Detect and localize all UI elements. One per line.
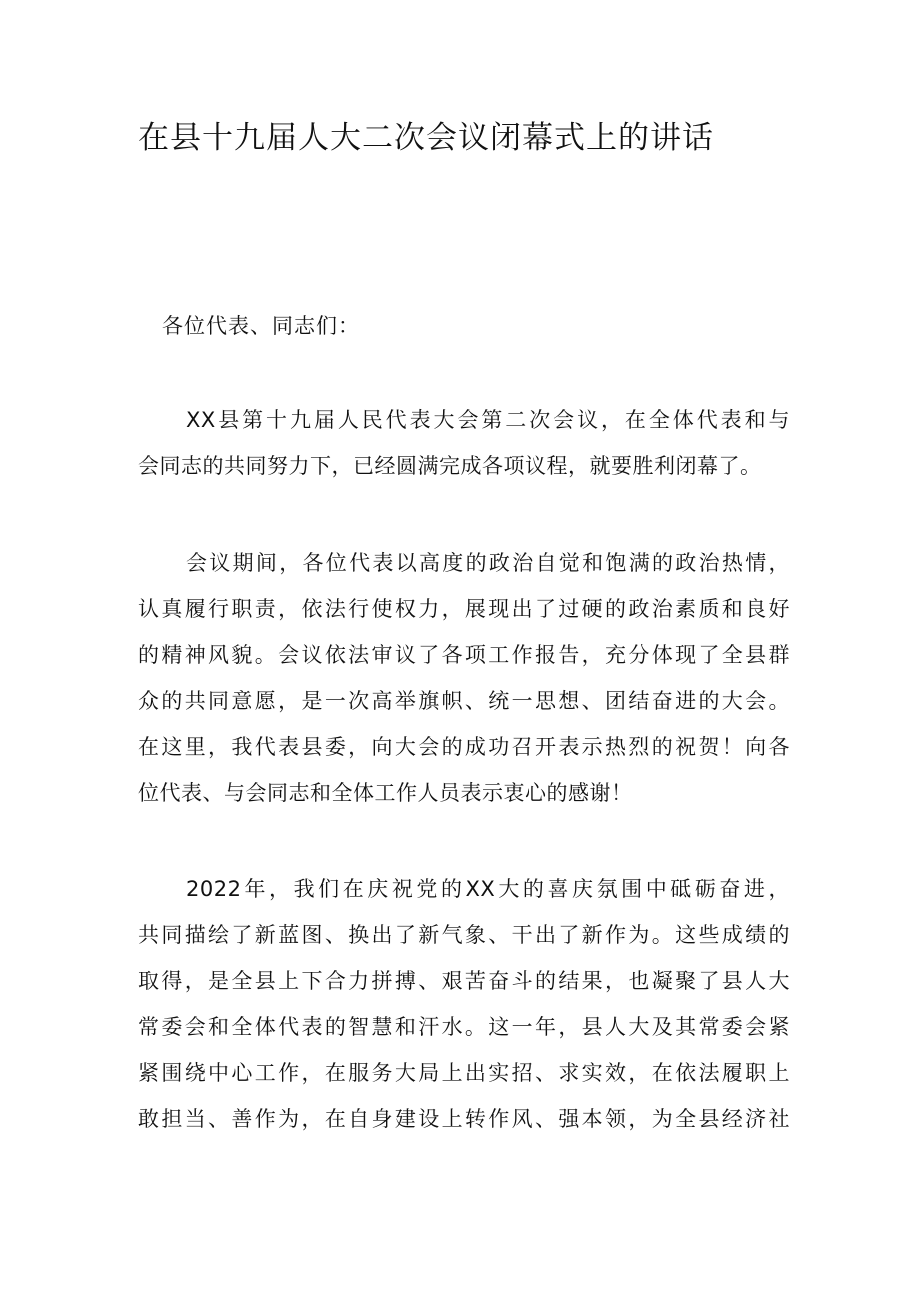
paragraph-line: 常委会和全体代表的智慧和汗水。这一年，县人大及其常委会紧 xyxy=(138,1015,790,1039)
paragraph-meeting-review xyxy=(138,540,790,816)
salutation: 各位代表、同志们： xyxy=(162,314,360,338)
paragraph-year-review xyxy=(138,866,790,1142)
paragraph-line: 认真履行职责，依法行使权力，展现出了过硬的政治素质和良好 xyxy=(138,597,790,621)
paragraph-line: 位代表、与会同志和全体工作人员表示衷心的感谢！ xyxy=(138,781,633,805)
paragraph-opening xyxy=(138,397,790,489)
paragraph-line: 紧围绕中心工作，在服务大局上出实招、求实效，在依法履职上 xyxy=(138,1061,790,1085)
paragraph-line: 取得，是全县上下合力拼搏、艰苦奋斗的结果，也凝聚了县人大 xyxy=(138,969,790,993)
paragraph-line: 在这里，我代表县委，向大会的成功召开表示热烈的祝贺！向各 xyxy=(138,735,790,759)
paragraph-line: 会议期间，各位代表以高度的政治自觉和饱满的政治热情， xyxy=(186,551,790,575)
paragraph-line: XX县第十九届人民代表大会第二次会议，在全体代表和与 xyxy=(186,408,790,432)
paragraph-line: 的精神风貌。会议依法审议了各项工作报告，充分体现了全县群 xyxy=(138,643,790,667)
paragraph-line: 2022年，我们在庆祝党的XX大的喜庆氛围中砥砺奋进， xyxy=(186,877,790,901)
paragraph-line: 共同描绘了新蓝图、换出了新气象、干出了新作为。这些成绩的 xyxy=(138,923,790,947)
paragraph-line: 会同志的共同努力下，已经圆满完成各项议程，就要胜利闭幕了。 xyxy=(138,454,762,478)
page-title: 在县十九届人大二次会议闭幕式上的讲话 xyxy=(138,120,714,156)
paragraph-line: 敢担当、善作为，在自身建设上转作风、强本领，为全县经济社 xyxy=(138,1107,790,1131)
paragraph-line: 众的共同意愿，是一次高举旗帜、统一思想、团结奋进的大会。 xyxy=(138,689,790,713)
